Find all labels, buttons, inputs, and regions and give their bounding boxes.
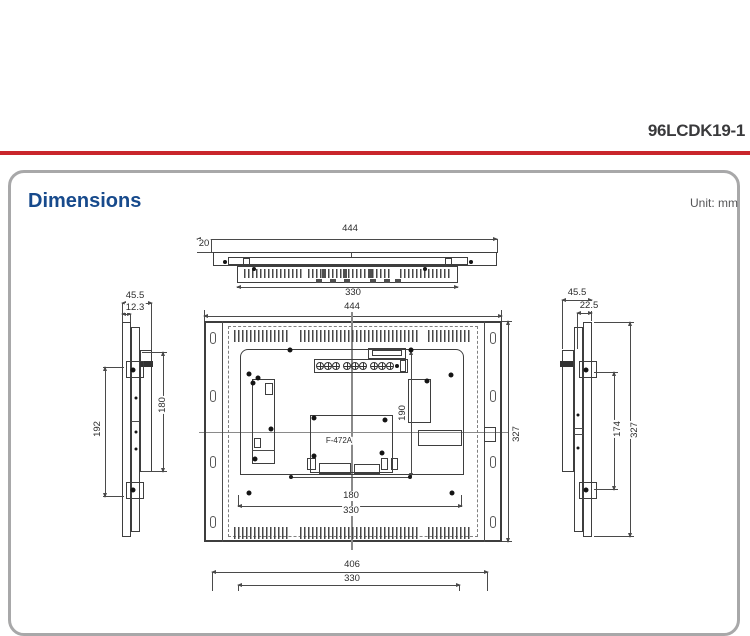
vent-post: [368, 269, 372, 278]
dim-label-left-180: 180: [157, 397, 169, 413]
screw: [425, 379, 430, 384]
strip-seam: [574, 428, 583, 429]
left-body-strip: [131, 327, 140, 532]
screw: [135, 448, 138, 451]
witness-line: [594, 536, 634, 537]
dim-label-right-22-5: 22.5: [579, 300, 599, 312]
io-connector-small: [391, 458, 398, 470]
flange-slot: [210, 516, 216, 528]
screw: [131, 488, 136, 493]
bnc-connector: [343, 362, 351, 370]
vent-slots: [300, 527, 420, 539]
dim-line-top-444: [197, 239, 497, 240]
left-bracket-slot: [265, 383, 273, 395]
left-bracket-divider: [252, 450, 275, 451]
screw: [577, 414, 580, 417]
vent-slots: [300, 330, 420, 342]
io-connector-vga: [354, 464, 380, 474]
dim-line-rear-190: [411, 351, 412, 477]
witness-line: [204, 310, 205, 321]
dim-label-rear-327: 327: [511, 426, 523, 442]
screw: [395, 364, 399, 368]
dim-label-top-20: 20: [198, 238, 210, 250]
center-tick: [351, 252, 352, 257]
witness-line: [238, 585, 239, 591]
screw: [288, 348, 293, 353]
strip-seam: [574, 434, 583, 435]
witness-line: [142, 471, 167, 472]
screw: [312, 454, 317, 459]
witness-line: [103, 367, 124, 368]
witness-line: [594, 489, 618, 490]
vent-slots: [308, 269, 392, 278]
red-divider-rule: [0, 151, 750, 155]
unit-label: Unit: mm: [690, 196, 738, 210]
vent-slots: [234, 527, 290, 539]
witness-line: [562, 300, 563, 349]
dim-line-rear-327: [508, 321, 509, 542]
witness-line: [142, 352, 167, 353]
vent-slots: [428, 527, 472, 539]
screw: [312, 416, 317, 421]
witness-line: [103, 496, 124, 497]
bnc-connector: [378, 362, 386, 370]
bnc-connector: [370, 362, 378, 370]
right-lower-box: [418, 430, 462, 446]
dim-label-rear-330: 330: [343, 505, 359, 517]
vent-post: [343, 269, 347, 278]
bnc-connector: [332, 362, 340, 370]
dim-label-rear-444: 444: [344, 301, 360, 313]
screw: [449, 373, 454, 378]
io-connector-dvi: [319, 463, 351, 474]
right-rear-block: [562, 350, 574, 472]
dim-label-top-444: 444: [342, 223, 358, 235]
screw: [380, 451, 385, 456]
bnc-connector: [351, 362, 359, 370]
witness-line: [151, 303, 152, 350]
screw: [409, 348, 414, 353]
witness-line: [212, 572, 213, 591]
dim-label-bottom-406: 406: [344, 559, 360, 571]
dim-label-rear-190: 190: [397, 405, 409, 421]
dim-label-left-12-3: 12.3: [125, 302, 145, 314]
io-connector-square: [307, 458, 316, 470]
vent-foot: [344, 279, 350, 283]
vent-foot: [395, 279, 401, 283]
dim-line-rear-180: [290, 477, 411, 478]
flange-slot: [490, 456, 496, 468]
dim-line-right-22-5: [577, 313, 592, 314]
flange-slot: [210, 456, 216, 468]
vent-foot: [316, 279, 322, 283]
witness-line: [211, 239, 212, 252]
screw: [223, 260, 227, 264]
flange-slot: [210, 390, 216, 402]
top-view-post: [445, 258, 452, 266]
strip-seam: [131, 421, 140, 422]
screw: [135, 431, 138, 434]
bnc-connector: [386, 362, 394, 370]
vent-foot: [384, 279, 390, 283]
screw: [252, 267, 256, 271]
witness-line: [197, 252, 214, 253]
witness-line: [594, 372, 618, 373]
bnc-connector: [324, 362, 332, 370]
connector-end-block: [400, 360, 406, 372]
vent-foot: [370, 279, 376, 283]
screw: [253, 457, 258, 462]
screw: [383, 418, 388, 423]
dim-label-right-174: 174: [612, 421, 624, 437]
witness-line: [459, 585, 460, 591]
screw: [469, 260, 473, 264]
flange-slot: [210, 332, 216, 344]
left-bracket-slot: [254, 438, 261, 448]
dim-label-bottom-330: 330: [344, 573, 360, 585]
mount-stud: [560, 361, 573, 367]
dim-label-top-330: 330: [345, 287, 361, 299]
witness-line: [502, 541, 512, 542]
right-bezel-plate: [583, 322, 592, 537]
dim-label-left-45-5: 45.5: [125, 290, 145, 302]
screw: [423, 267, 427, 271]
io-connector-small: [381, 458, 388, 470]
top-view-inner-bar: [228, 257, 468, 265]
dim-line-rear-444: [204, 316, 502, 317]
flange-slot: [490, 390, 496, 402]
dim-line-left-192: [105, 367, 106, 497]
vent-post: [322, 269, 326, 278]
screw: [251, 381, 256, 386]
flange-edge-left: [222, 321, 223, 542]
section-title: Dimensions: [28, 190, 142, 212]
screw: [584, 368, 589, 373]
screw: [247, 372, 252, 377]
dim-label-right-45-5: 45.5: [567, 287, 587, 299]
witness-line: [502, 321, 512, 322]
bnc-connector: [359, 362, 367, 370]
witness-line: [487, 572, 488, 591]
vent-slots: [234, 330, 290, 342]
vent-foot: [330, 279, 336, 283]
flange-slot: [490, 332, 496, 344]
witness-line: [497, 239, 498, 253]
handle-inner: [372, 350, 402, 356]
screw: [269, 427, 274, 432]
witness-line: [594, 322, 634, 323]
right-body-strip: [574, 327, 583, 532]
screw: [256, 376, 261, 381]
flange-tab: [484, 427, 496, 442]
flange-slot: [490, 516, 496, 528]
bnc-connector: [316, 362, 324, 370]
dim-label-right-327: 327: [629, 422, 641, 438]
witness-line: [501, 310, 502, 321]
vent-slots: [428, 330, 472, 342]
vesa-plate-label: F-472A: [325, 435, 353, 445]
screw: [247, 491, 252, 496]
model-number: 96LCDK19-1: [647, 121, 745, 140]
dim-label-left-192: 192: [92, 421, 104, 437]
screw: [131, 368, 136, 373]
left-bezel-plate: [122, 322, 131, 537]
screw: [577, 447, 580, 450]
screw: [584, 488, 589, 493]
dim-line-bottom-330: [238, 585, 460, 586]
top-view-post: [243, 258, 250, 266]
dim-label-rear-180: 180: [343, 490, 359, 502]
screw: [135, 397, 138, 400]
screw: [450, 491, 455, 496]
